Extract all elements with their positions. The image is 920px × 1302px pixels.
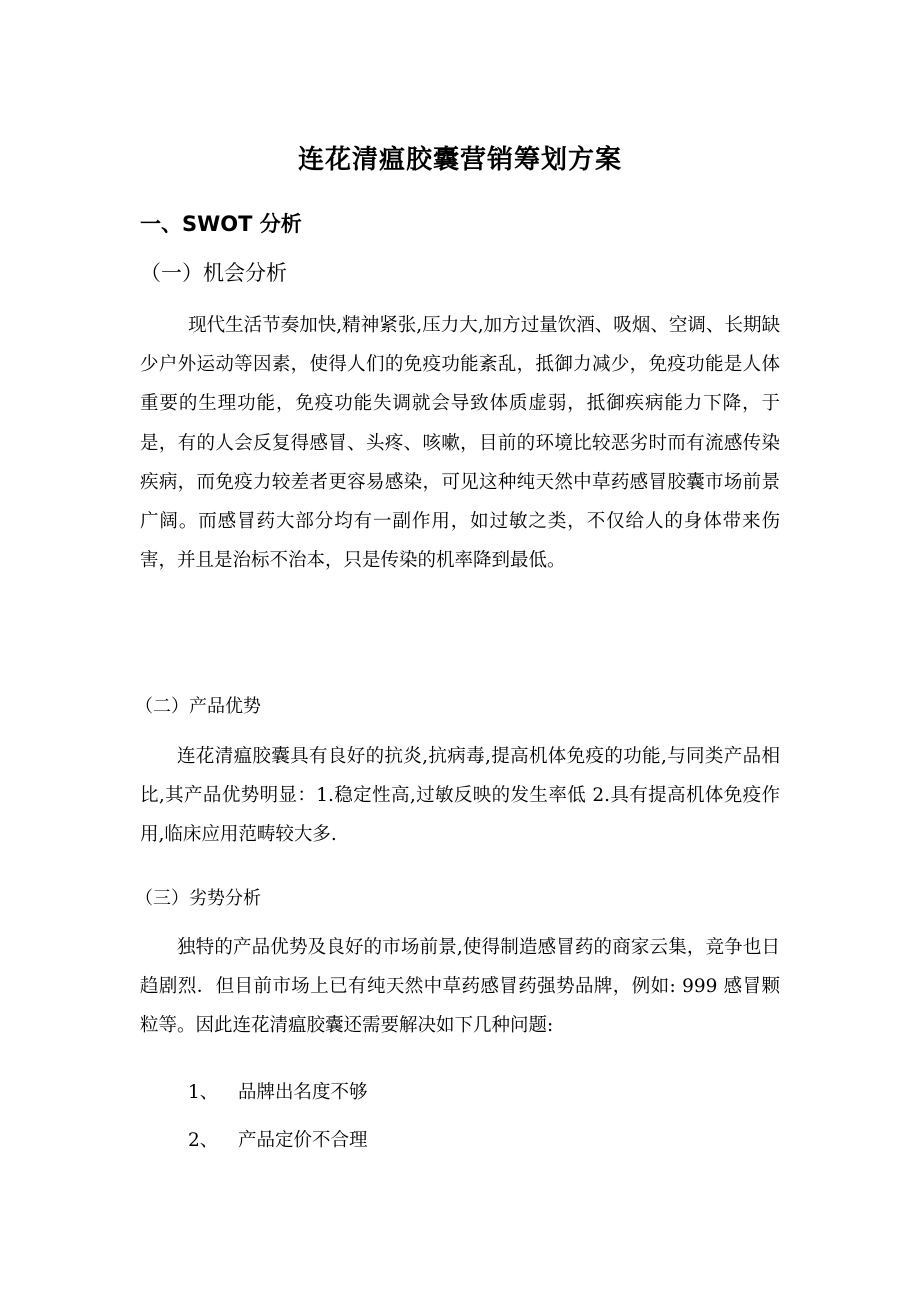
subsection-heading-opportunity: （一）机会分析 — [140, 261, 287, 285]
list-item — [188, 1126, 368, 1156]
list-item-text: 产品定价不合理 — [238, 1130, 368, 1151]
list-item-number: 1、 — [188, 1082, 219, 1103]
list-item — [188, 1078, 368, 1108]
document-title: 连花清瘟胶囊营销筹划方案 — [297, 145, 622, 175]
paragraph-advantage: 连花清瘟胶囊具有良好的抗炎,抗病毒,提高机体免疫的功能,与同类产品相比,其产品优势明显：1.稳定性高,过敏反映的发生率低 2.具有提高机体免疫作用,临床应用范畴较大多. — [140, 746, 780, 846]
list-item-number: 2、 — [188, 1130, 219, 1151]
subsection-heading-advantage: （二）产品优势 — [135, 696, 261, 717]
list-item-text: 品牌出名度不够 — [238, 1082, 368, 1103]
section-heading-swot: 一、SWOT 分析 — [140, 212, 302, 236]
subsection-heading-weakness: （三）劣势分析 — [135, 888, 261, 909]
paragraph-opportunity: 现代生活节奏加快,精神紧张,压力大,加方过量饮酒、吸烟、空调、长期缺少户外运动等因素，使得人们的免疫功能紊乱，抵御力减少，免疫功能是人体重要的生理功能，免疫功能失调就会导致体质虚弱，抵御疾病能力下降，于是，有的人会反复得感冒、头疼、咳嗽，目前的环境比较恶劣时而有流感传染疾病，而免疫力较差者更容易感染，可见这种纯天然中草药感冒胶囊市场前景广阔。而感冒药大部分均有一副作用，如过敏之类，不仅给人的身体带来伤害，并且是治标不治本，只是传染的机率降到最低。 — [140, 315, 780, 572]
paragraph-weakness: 独特的产品优势及良好的市场前景,使得制造感冒药的商家云集，竞争也日趋剧烈．但目前市场上已有纯天然中草药感冒药强势品牌，例如: 999 感冒颗粒等。因此连花清瘟胶囊还需要解决如下几种问题: — [140, 937, 780, 1037]
